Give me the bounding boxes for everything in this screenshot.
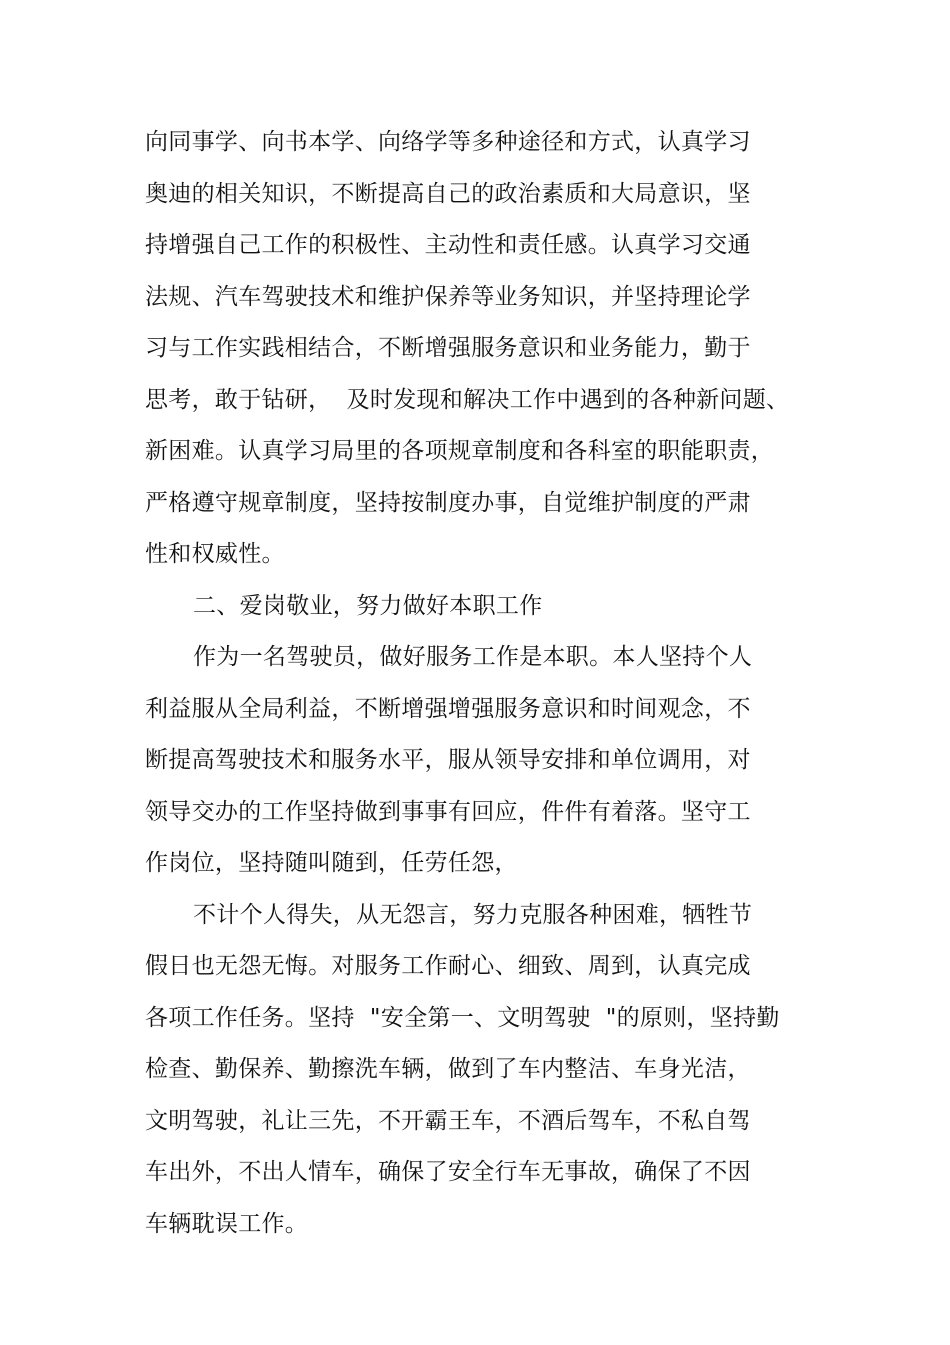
text-line: 不计个人得失，从无怨言，努力克服各种困难，牺牲节 [193, 901, 753, 928]
text-line: 奥迪的相关知识，不断提高自己的政治素质和大局意识，坚 [145, 180, 751, 207]
text-line: 领导交办的工作坚持做到事事有回应，件件有着落。坚守工 [145, 798, 751, 825]
text-line: 断提高驾驶技术和服务水平，服从领导安排和单位调用，对 [145, 747, 751, 773]
text-line: 车辆耽误工作。 [145, 1210, 309, 1237]
text-line: 利益服从全局利益，不断增强增强服务意识和时间观念，不 [145, 695, 751, 722]
text-line: 向同事学、向书本学、向络学等多种途径和方式，认真学习 [145, 129, 751, 155]
text-line: 作为一名驾驶员，做好服务工作是本职。本人坚持个人 [193, 644, 753, 670]
section-heading: 二、爱岗敬业，努力做好本职工作 [193, 592, 543, 619]
text-line: 车出外，不出人情车，确保了安全行车无事故，确保了不因 [145, 1159, 751, 1185]
text-line: 作岗位，坚持随叫随到，任劳任怨， [145, 850, 518, 876]
text-line: 假日也无怨无悔。对服务工作耐心、细致、周到，认真完成 [145, 953, 751, 979]
body-text [145, 122, 825, 1255]
text-line: 思考，敢于钻研， 及时发现和解决工作中遇到的各种新问题、 [145, 386, 790, 413]
text-line: 各项工作任务。坚持 "安全第一、文明驾驶 "的原则，坚持勤 [145, 1004, 780, 1031]
text-line: 持增强自己工作的积极性、主动性和责任感。认真学习交通 [145, 232, 751, 258]
text-line: 法规、汽车驾驶技术和维护保养等业务知识，并坚持理论学 [145, 283, 751, 310]
text-line: 性和权威性。 [145, 541, 285, 567]
text-line: 严格遵守规章制度，坚持按制度办事，自觉维护制度的严肃 [145, 489, 751, 516]
text-line: 习与工作实践相结合，不断增强服务意识和业务能力，勤于 [145, 335, 751, 361]
text-line: 文明驾驶，礼让三先，不开霸王车，不酒后驾车，不私自驾 [145, 1107, 751, 1134]
text-line: 新困难。认真学习局里的各项规章制度和各科室的职能职责， [145, 438, 775, 464]
text-line: 检查、勤保养、勤擦洗车辆，做到了车内整洁、车身光洁， [145, 1056, 751, 1082]
